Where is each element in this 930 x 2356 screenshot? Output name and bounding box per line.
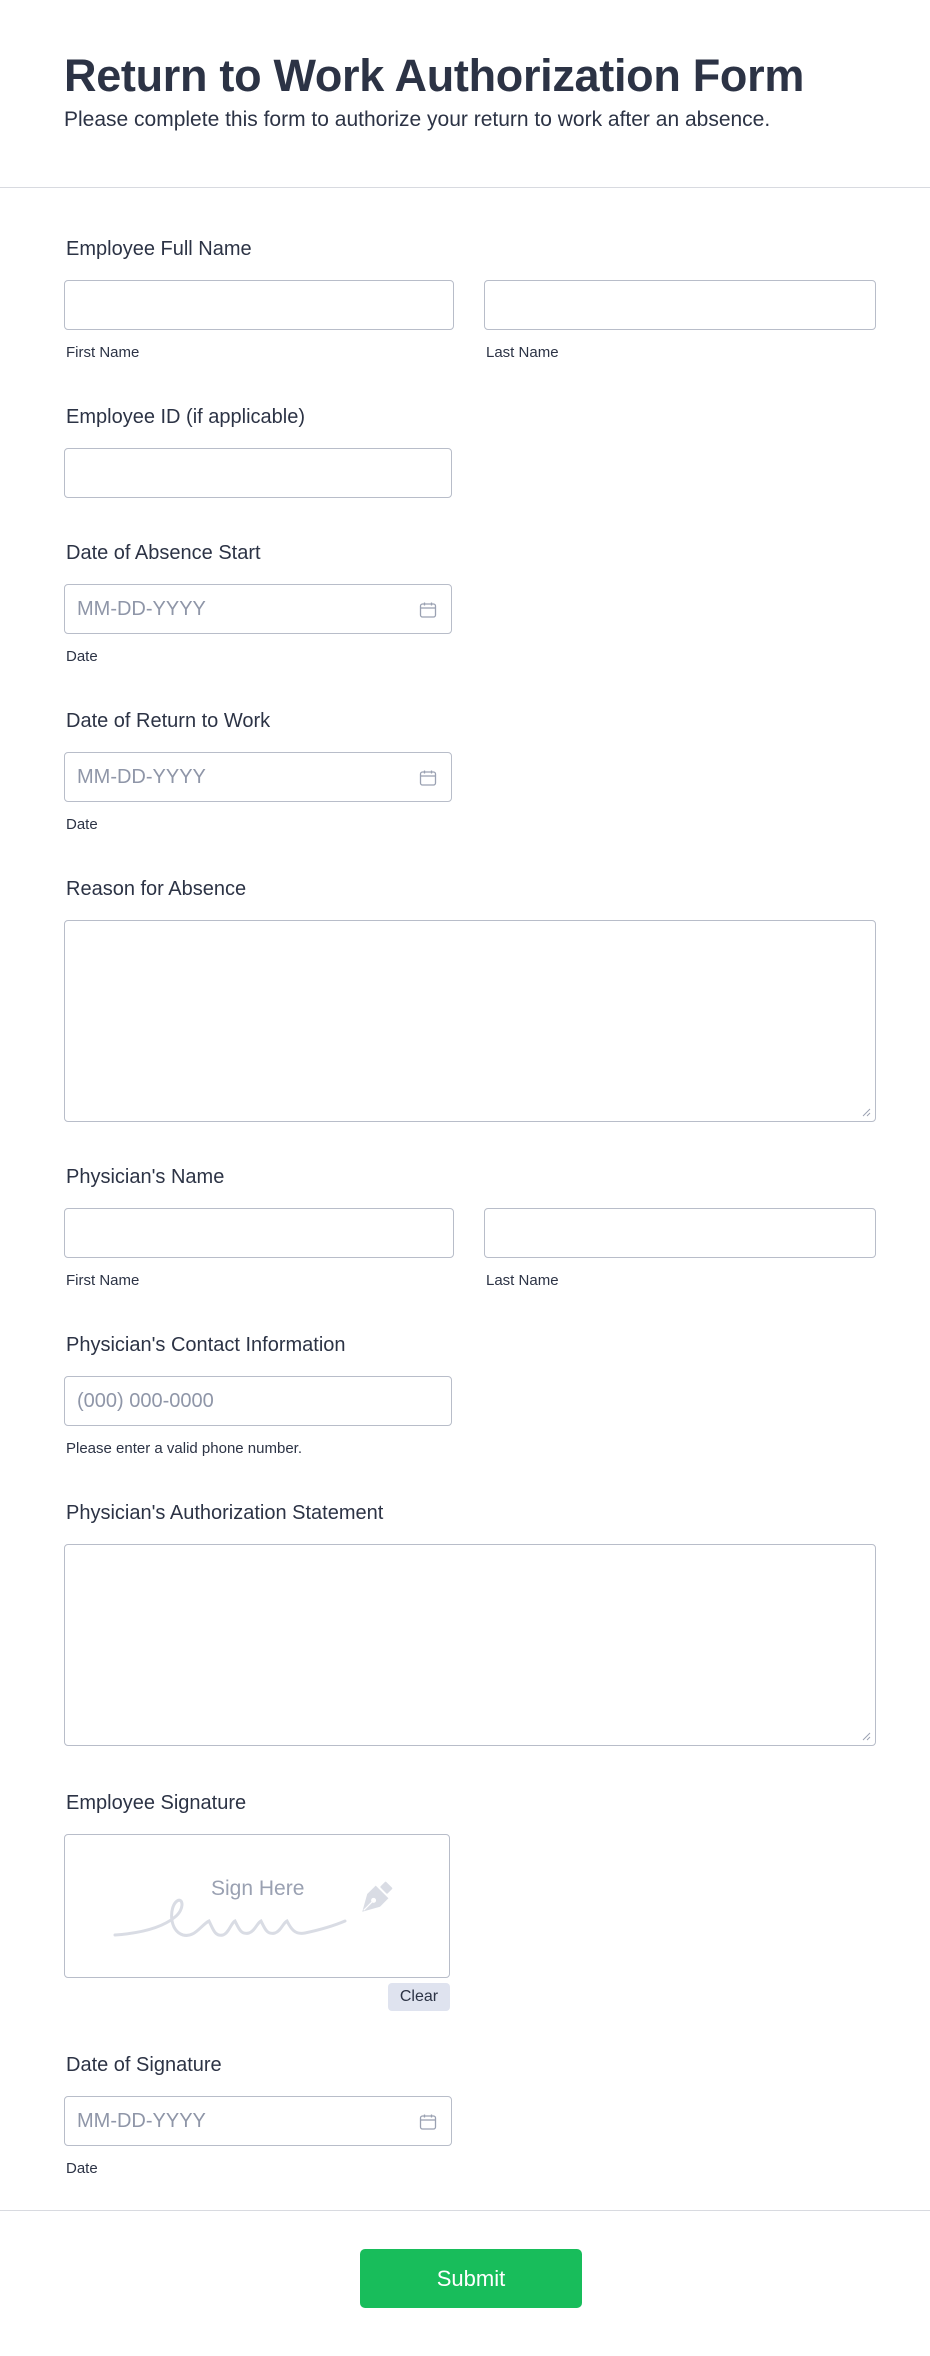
calendar-icon[interactable]: [419, 601, 437, 619]
employee-last-name-sublabel: Last Name: [486, 344, 559, 361]
employee-first-name-sublabel: First Name: [66, 344, 140, 361]
employee-last-name-input[interactable]: [484, 280, 876, 330]
submit-button[interactable]: Submit: [360, 2249, 582, 2308]
return-date-input[interactable]: [65, 753, 451, 801]
resize-grip-icon[interactable]: [861, 1731, 871, 1741]
signature-placeholder: Sign Here: [211, 1877, 305, 1900]
physician-first-name-sublabel: First Name: [66, 1272, 140, 1289]
authorization-label: Physician's Authorization Statement: [66, 1502, 384, 1524]
absence-start-date-field[interactable]: [64, 584, 452, 634]
calendar-icon[interactable]: [419, 769, 437, 787]
absence-start-date-input[interactable]: [65, 585, 451, 633]
physician-phone-sublabel: Please enter a valid phone number.: [66, 1440, 302, 1457]
return-date-field[interactable]: [64, 752, 452, 802]
absence-start-sublabel: Date: [66, 648, 98, 665]
physician-name-label: Physician's Name: [66, 1166, 225, 1188]
signature-label: Employee Signature: [66, 1792, 247, 1814]
signature-pad[interactable]: [64, 1834, 450, 1978]
return-date-label: Date of Return to Work: [66, 710, 271, 732]
form-header: [0, 0, 930, 188]
employee-name-label: Employee Full Name: [66, 238, 252, 260]
form-subtitle: Please complete this form to authorize your return to work after an absence.: [64, 108, 771, 131]
signature-date-label: Date of Signature: [66, 2054, 222, 2076]
clear-signature-button[interactable]: Clear: [388, 1983, 450, 2011]
employee-id-input[interactable]: [64, 448, 452, 498]
resize-grip-icon[interactable]: [861, 1107, 871, 1117]
authorization-textarea[interactable]: [64, 1544, 876, 1746]
physician-phone-input[interactable]: [64, 1376, 452, 1426]
employee-first-name-input[interactable]: [64, 280, 454, 330]
physician-last-name-sublabel: Last Name: [486, 1272, 559, 1289]
signature-date-sublabel: Date: [66, 2160, 98, 2177]
reason-textarea[interactable]: [64, 920, 876, 1122]
signature-date-field[interactable]: [64, 2096, 452, 2146]
absence-start-label: Date of Absence Start: [66, 542, 261, 564]
physician-last-name-input[interactable]: [484, 1208, 876, 1258]
employee-id-label: Employee ID (if applicable): [66, 406, 305, 428]
physician-first-name-input[interactable]: [64, 1208, 454, 1258]
pen-nib-icon: [353, 1877, 397, 1921]
physician-contact-label: Physician's Contact Information: [66, 1334, 346, 1356]
form-title: Return to Work Authorization Form: [64, 50, 805, 101]
signature-date-input[interactable]: [65, 2097, 451, 2145]
reason-label: Reason for Absence: [66, 878, 247, 900]
form-footer: [0, 2210, 930, 2356]
return-date-sublabel: Date: [66, 816, 98, 833]
calendar-icon[interactable]: [419, 2113, 437, 2131]
